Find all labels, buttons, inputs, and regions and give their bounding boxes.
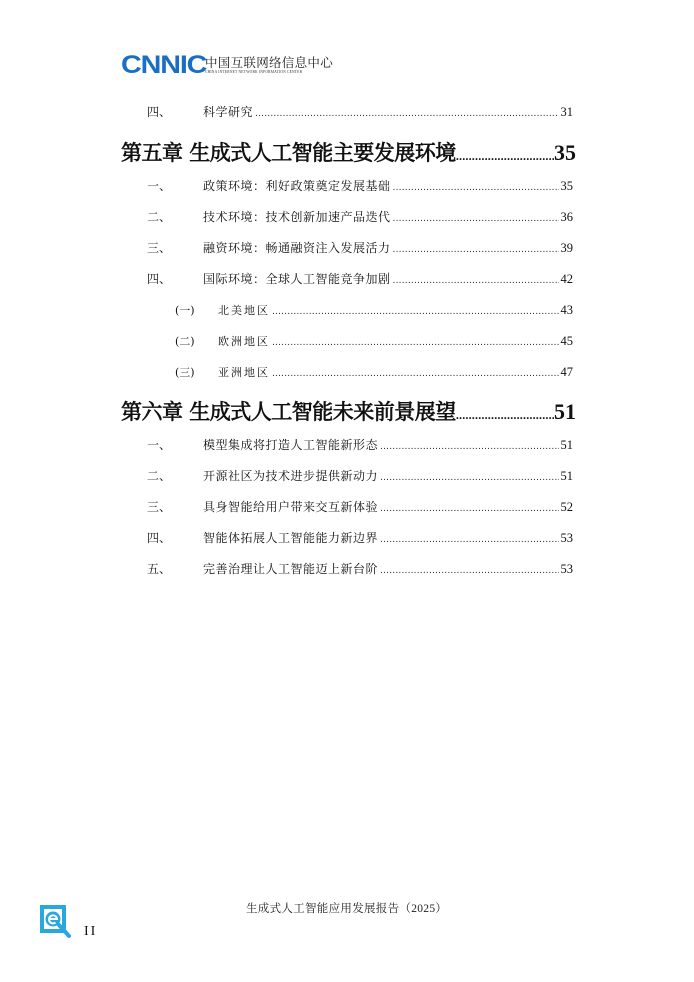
- entry-page: 31: [560, 105, 573, 119]
- entry-page: 45: [560, 334, 573, 348]
- toc-entry[interactable]: [147, 270, 573, 286]
- entry-number: 五、: [147, 562, 172, 576]
- entry-number: (一): [175, 304, 195, 317]
- entry-number: 二、: [147, 469, 172, 483]
- entry-page: 39: [560, 241, 573, 255]
- toc-entry[interactable]: [147, 498, 573, 514]
- toc-entry[interactable]: [147, 467, 573, 483]
- entry-title: 亚洲地区: [218, 366, 270, 379]
- toc-entry[interactable]: [147, 239, 573, 255]
- dot-leader: [456, 408, 554, 423]
- entry-number: (二): [175, 335, 195, 348]
- toc-entry[interactable]: [147, 529, 573, 545]
- entry-number: 二、: [147, 210, 172, 224]
- footer-report-title: [246, 900, 447, 916]
- dot-leader: [380, 473, 558, 483]
- dot-leader: [380, 504, 558, 514]
- toc-entry[interactable]: [147, 177, 573, 193]
- chapter-page: 35: [554, 140, 576, 165]
- report-title: 生成式人工智能应用发展报告: [246, 901, 400, 915]
- toc-chapter-6[interactable]: [121, 396, 576, 424]
- toc-entry[interactable]: [147, 208, 573, 224]
- entry-number: 四、: [147, 531, 172, 545]
- entry-title: 技术环境：技术创新加速产品迭代: [203, 210, 391, 224]
- magnifier-e-icon: [40, 905, 72, 938]
- chapter-title: 第六章 生成式人工智能未来前景展望: [121, 399, 456, 424]
- entry-title: 国际环境：全球人工智能竞争加剧: [203, 272, 391, 286]
- entry-title: 北美地区: [218, 304, 270, 317]
- entry-page: 35: [560, 179, 573, 193]
- entry-page: 36: [560, 210, 573, 224]
- dot-leader: [255, 109, 558, 119]
- report-year: （2025）: [399, 903, 448, 915]
- dot-leader: [393, 245, 559, 255]
- entry-title: 具身智能给用户带来交互新体验: [203, 500, 379, 514]
- toc-chapter-5[interactable]: [121, 137, 576, 165]
- entry-title: 融资环境：畅通融资注入发展活力: [203, 241, 391, 255]
- entry-page: 43: [560, 303, 573, 317]
- entry-page: 47: [560, 365, 573, 379]
- toc-entry[interactable]: [147, 103, 573, 119]
- dot-leader: [272, 307, 559, 317]
- entry-number: 四、: [147, 105, 172, 119]
- dot-leader: [272, 369, 559, 379]
- entry-title: 科学研究: [203, 105, 254, 119]
- entry-title: 政策环境：利好政策奠定发展基础: [203, 179, 391, 193]
- entry-number: (三): [175, 366, 195, 379]
- dot-leader: [380, 535, 558, 545]
- dot-leader: [456, 149, 554, 164]
- entry-title: 欧洲地区: [218, 335, 270, 348]
- cnnic-logo: [121, 53, 333, 77]
- chapter-title: 第五章 生成式人工智能主要发展环境: [121, 140, 456, 165]
- entry-number: 三、: [147, 241, 172, 255]
- entry-page: 52: [560, 500, 573, 514]
- toc-entry[interactable]: [147, 560, 573, 576]
- entry-number: 一、: [147, 438, 172, 452]
- logo-english-name: CHINA INTERNET NETWORK INFORMATION CENTER: [205, 69, 303, 74]
- page-number: II: [84, 924, 98, 939]
- dot-leader: [380, 566, 558, 576]
- entry-page: 51: [560, 469, 573, 483]
- entry-title: 开源社区为技术进步提供新动力: [203, 469, 379, 483]
- logo-text: [205, 56, 333, 75]
- entry-number: 三、: [147, 500, 172, 514]
- toc-subentry[interactable]: [175, 364, 573, 380]
- entry-title: 模型集成将打造人工智能新形态: [203, 438, 379, 452]
- dot-leader: [393, 276, 559, 286]
- entry-page: 53: [560, 562, 573, 576]
- entry-page: 53: [560, 531, 573, 545]
- toc-entry[interactable]: [147, 436, 573, 452]
- entry-title: 完善治理让人工智能迈上新台阶: [203, 562, 379, 576]
- dot-leader: [380, 442, 558, 452]
- logo-chinese-name: 中国互联网络信息中心: [205, 54, 334, 70]
- dot-leader: [393, 214, 559, 224]
- dot-leader: [393, 183, 559, 193]
- toc-subentry[interactable]: [175, 302, 573, 318]
- entry-page: 42: [560, 272, 573, 286]
- toc-subentry[interactable]: [175, 333, 573, 349]
- entry-page: 51: [560, 438, 573, 452]
- chapter-page: 51: [554, 399, 576, 424]
- entry-number: 一、: [147, 179, 172, 193]
- dot-leader: [272, 338, 559, 348]
- logo-mark: CNNIC: [121, 51, 207, 79]
- entry-title: 智能体拓展人工智能能力新边界: [203, 531, 379, 545]
- entry-number: 四、: [147, 272, 172, 286]
